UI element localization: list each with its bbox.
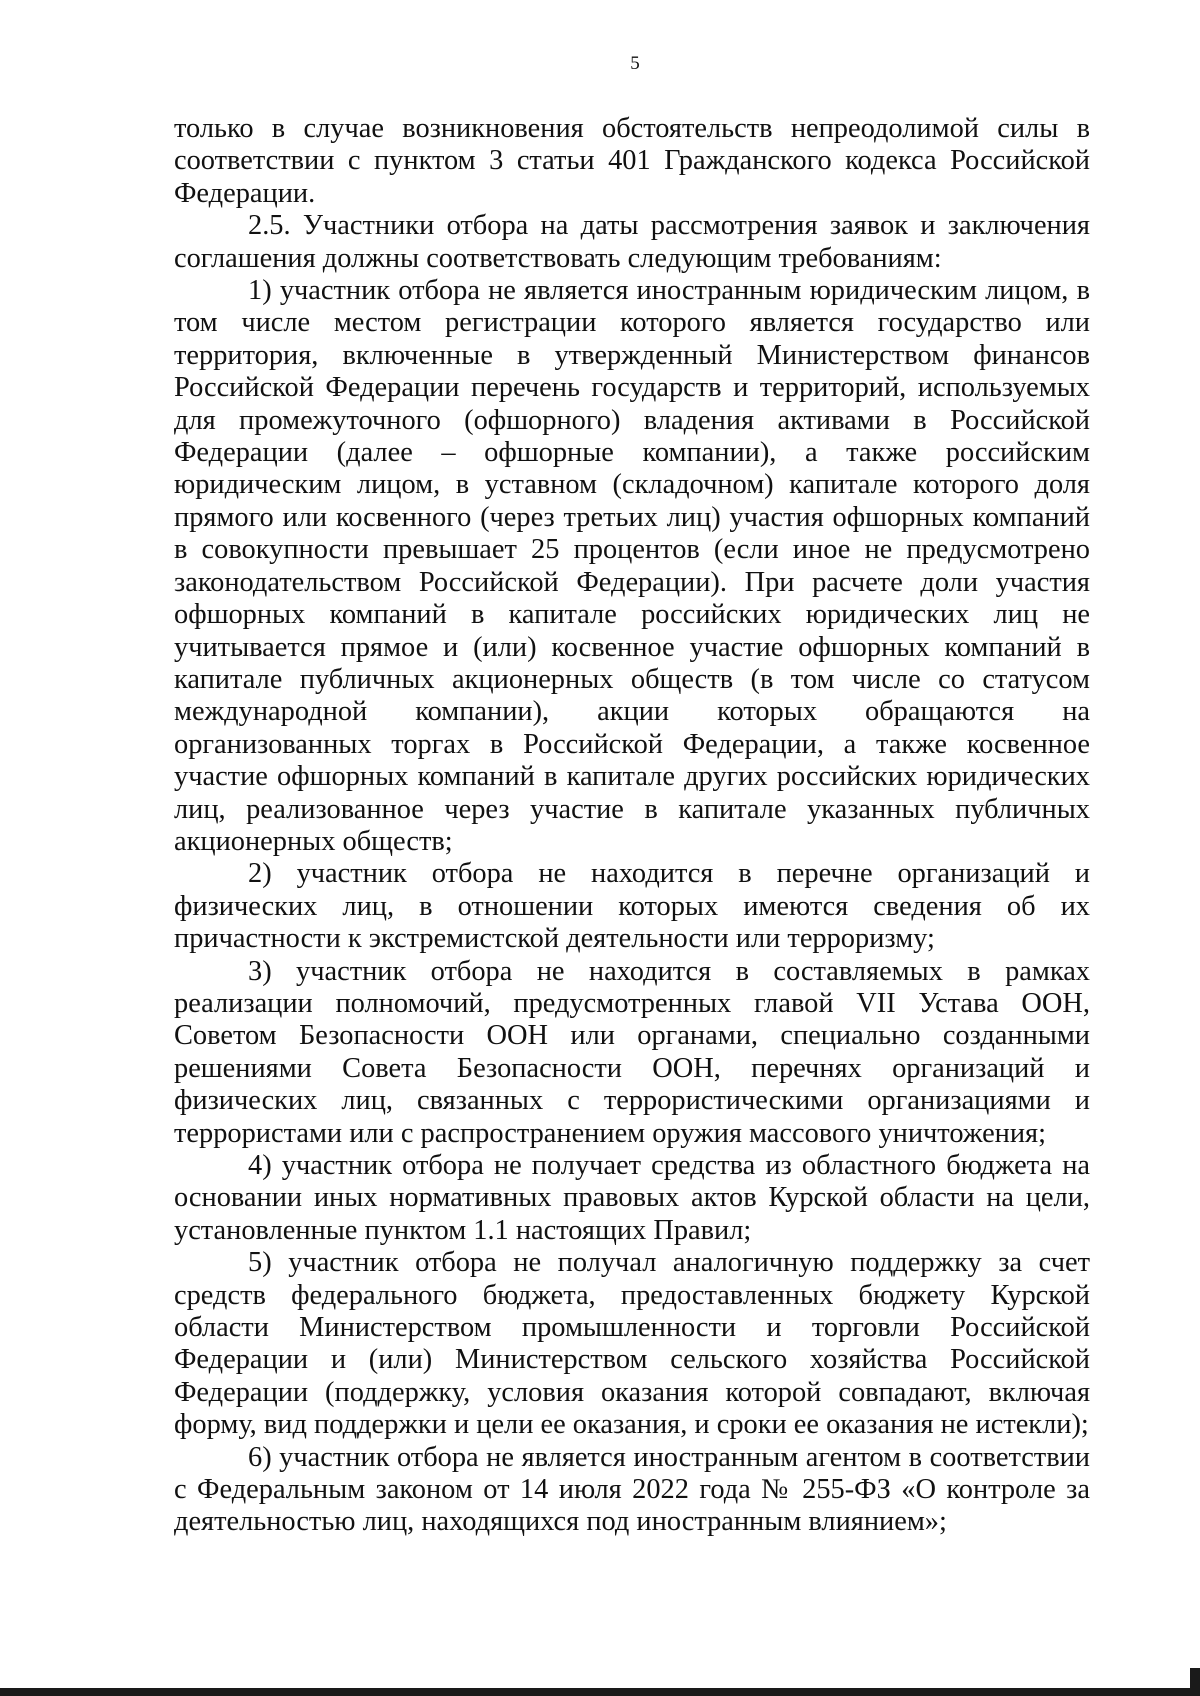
paragraph-clause-2-5: 2.5. Участники отбора на даты рассмотрения заявок и заключения соглашения должны соответствовать следующим требованиям: — [174, 210, 1090, 274]
page-number: 5 — [630, 53, 640, 74]
document-body — [174, 113, 1090, 1539]
paragraph-continuation: только в случае возникновения обстоятельств непреодолимой силы в соответствии с пунктом 3 статьи 401 Гражданского кодекса Российской Федерации. — [174, 113, 1090, 209]
paragraph-item-3: 3) участник отбора не находится в составляемых в рамках реализации полномочий, предусмотренных главой VII Устава ООН, Советом Безопасности ООН или органами, специально созданными решениями Совета Безопасности ООН, перечнях организаций и физических лиц, связанных с террористическими организациями и террористами или с распространением оружия массового уничтожения; — [174, 955, 1090, 1149]
paragraph-item-4: 4) участник отбора не получает средства из областного бюджета на основании иных нормативных правовых актов Курской области на цели, установленные пунктом 1.1 настоящих Правил; — [174, 1150, 1090, 1246]
paragraph-item-5: 5) участник отбора не получал аналогичную поддержку за счет средств федерального бюджета, предоставленных бюджету Курской области Министерством промышленности и торговли Российской Федерации и (или) Министерством сельского хозяйства Российской Федерации (поддержку, условия оказания которой совпадают, включая форму, вид поддержки и цели ее оказания, и сроки ее оказания не истекли); — [174, 1247, 1090, 1441]
paragraph-item-6: 6) участник отбора не является иностранным агентом в соответствии с Федеральным законом от 14 июля 2022 года № 255-ФЗ «О контроле за деятельностью лиц, находящихся под иностранным влиянием»; — [174, 1441, 1090, 1538]
scan-border-corner — [1190, 1668, 1200, 1696]
scan-border-bottom — [0, 1688, 1200, 1696]
paragraph-item-1: 1) участник отбора не является иностранным юридическим лицом, в том числе местом регистрации которого является государство или территория, включенные в утвержденный Министерством финансов Российской Федерации перечень государств и территорий, используемых для промежуточного (офшорного) владения активами в Российской Федерации (далее – офшорные компании), а также российским юридическим лицом, в уставном (складочном) капитале которого доля прямого или косвенного (через третьих лиц) участия офшорных компаний в совокупности превышает 25 процентов (если иное не предусмотрено законодательством Российской Федерации). При расчете доли участия офшорных компаний в капитале российских юридических лиц не учитывается прямое и (или) косвенное участие офшорных компаний в капитале публичных акционерных обществ (в том числе со статусом международной компании), акции которых обращаются на организованных торгах в Российской Федерации, а также косвенное участие офшорных компаний в капитале других российских юридических лиц, реализованное через участие в капитале указанных публичных акционерных обществ; — [174, 275, 1090, 857]
paragraph-item-2: 2) участник отбора не находится в перечне организаций и физических лиц, в отношении которых имеются сведения об их причастности к экстремистской деятельности или терроризму; — [174, 858, 1090, 955]
